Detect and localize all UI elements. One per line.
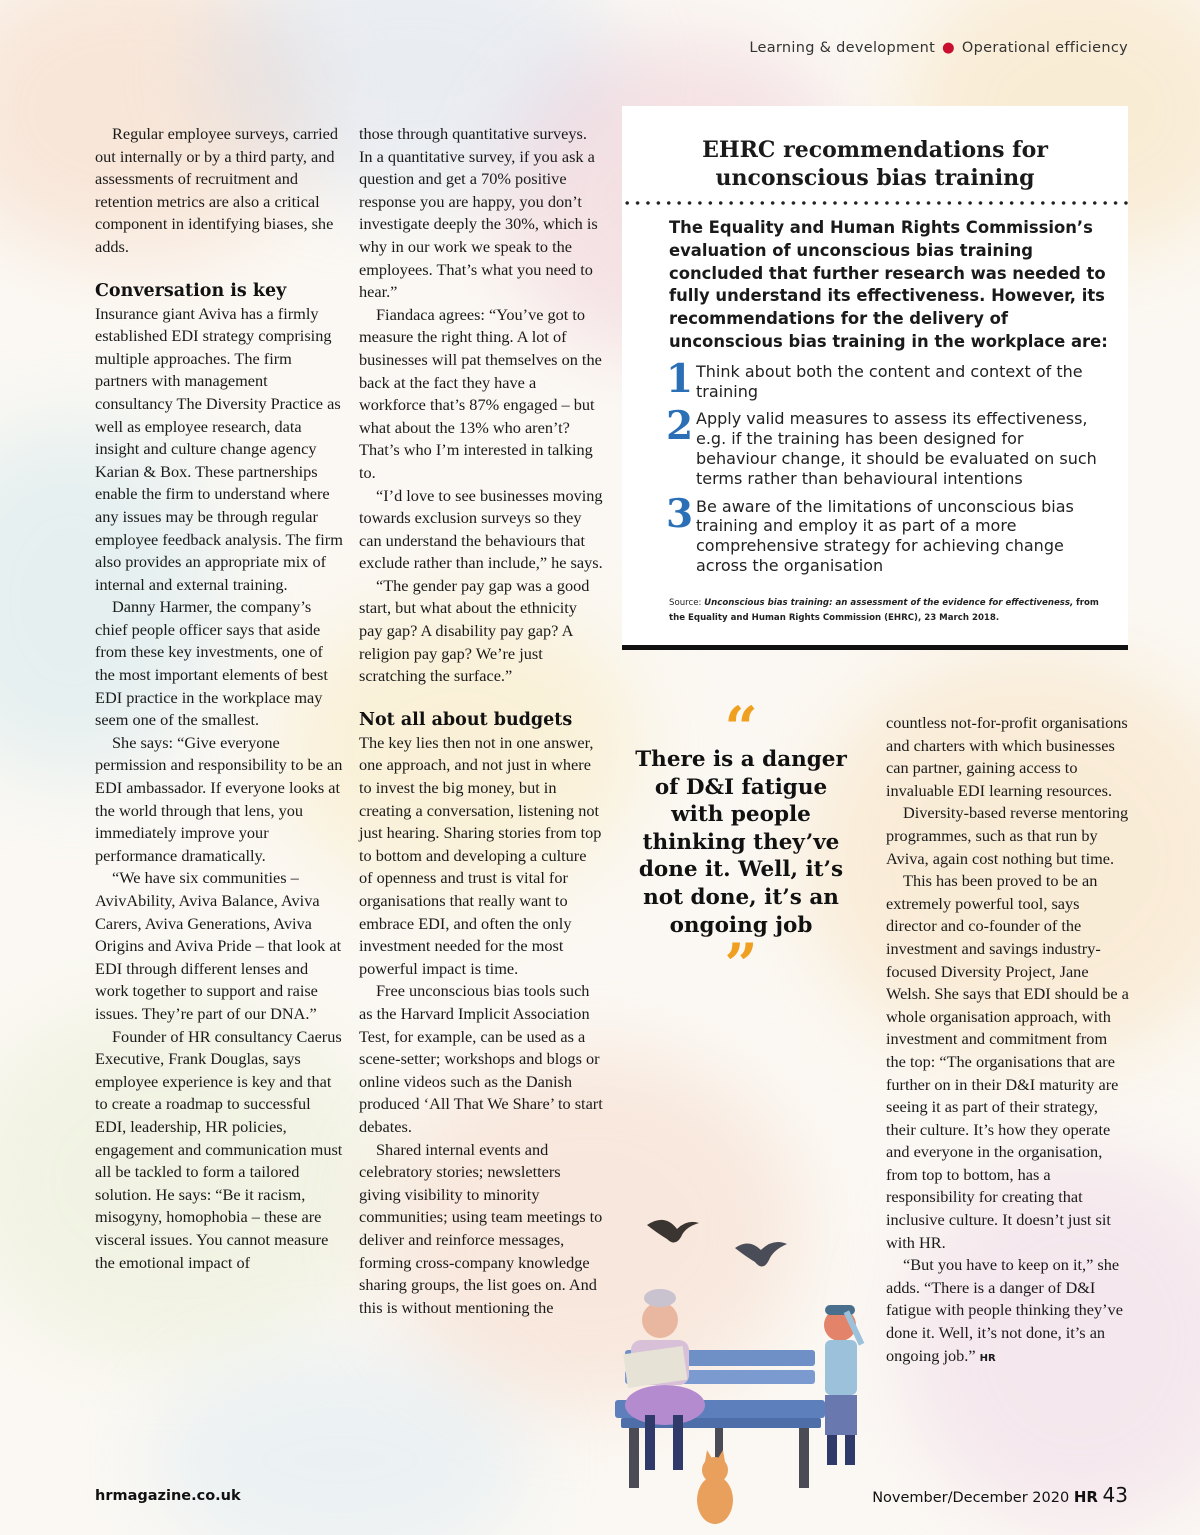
bird-icon xyxy=(647,1220,699,1243)
box-intro: The Equality and Human Rights Commission’s evaluation of unconscious bias training concluded that further research was needed to fully understand its effectiveness. However, its recommendations for the delivery of unconscious bias training in the workplace are: xyxy=(669,218,1108,351)
paragraph: Founder of HR consultancy Caerus Executive, Frank Douglas, says employee experience is key and that to create a roadmap to successful EDI, leadership, HR policies, engagement and communication must all be tackled to form a tailored solution. He says: “Be it racism, misogyny, homophobia – these are visceral issues. You cannot measure the emotional impact of xyxy=(95,1026,343,1272)
recommendation-number: 2 xyxy=(666,403,694,450)
paragraph: This has been proved to be an extremely powerful tool, says director and co-founder of the investment and savings industry-focused Diversity Project, Jane Welsh. She says that EDI should be a whole organisation approach, with investment and commitment from the top: “The organisations that are further on in their D&I maturity are seeing it as part of their strategy, their culture. It’s how they operate and everyone in the organisation, from top to bottom, has a responsibility for creating that inclusive culture. It doesn’t just sit with HR. xyxy=(886,871,1129,1252)
dotted-divider xyxy=(622,199,1128,207)
pull-quote xyxy=(635,694,847,1000)
pull-quote-text: There is a danger of D&I fatigue with people thinking they’ve done it. Well, it’s not done, it’s an ongoing job xyxy=(635,747,847,938)
recommendation-item xyxy=(666,490,1106,576)
box-title: EHRC recommendations for unconscious bias training xyxy=(702,137,1048,191)
recommendation-text: Think about both the content and context of the training xyxy=(696,361,1083,401)
section-label: Learning & development xyxy=(749,40,936,56)
paragraph: “We have six communities – AvivAbility, Aviva Balance, Aviva Carers, Aviva Generations, Aviva Origins and Aviva Pride – that look at EDI through different lenses and work together to support and raise issues. They’re part of our DNA.” xyxy=(95,868,342,1023)
source-rest: from the Equality and Human Rights Commission (EHRC), 23 March 2018. xyxy=(669,597,1099,623)
closing-paragraph-text: “But you have to keep on it,” she adds. “There is a danger of D&I fatigue with people thinking they’ve done it. Well, it’s not done, it’s an ongoing job.” xyxy=(886,1255,1123,1365)
paragraph xyxy=(886,1254,1131,1370)
paragraph: “I’d love to see businesses moving towards exclusion surveys so they can understand the behaviours that exclude rather than include,” he says. xyxy=(359,485,603,573)
source-note xyxy=(669,596,1112,626)
paragraph: Fiandaca agrees: “You’ve got to measure the right thing. A lot of businesses will pat themselves on the back at the fact they have a workforce that’s 87% engaged – but what about the 13% who aren’t? That’s who I’m interested in talking to. xyxy=(359,304,602,482)
recommendation-number: 3 xyxy=(666,490,694,537)
paragraph: countless not-for-profit organisations and charters with which businesses can partner, gaining access to invaluable EDI learning resources. xyxy=(886,713,1128,800)
recommendation-number: 1 xyxy=(666,355,694,402)
recommendation-item xyxy=(666,403,1106,488)
site-url: hrmagazine.co.uk xyxy=(95,1488,241,1504)
paragraph: She says: “Give everyone permission and responsibility to be an EDI ambassador. If everyone looks at the world through that lens, you immediately improve your performance dramatically. xyxy=(95,732,343,865)
recommendation-text: Be aware of the limitations of unconscious bias training and employ it as part of a more comprehensive strategy for achieving change across the organisation xyxy=(696,496,1074,575)
article-column-2 xyxy=(359,123,604,1319)
recommendation-item xyxy=(666,355,1106,402)
separator-dot: ● xyxy=(942,40,955,56)
article-column-3 xyxy=(886,712,1131,1370)
open-quote-icon: “ xyxy=(724,694,758,762)
bench-illustration xyxy=(585,1200,885,1535)
subheading: Conversation is key xyxy=(95,280,287,301)
close-quote-icon: ” xyxy=(724,931,758,1000)
recommendation-text: Apply valid measures to assess its effectiveness, e.g. if the training has been designed for behaviour change, it should be evaluated on such terms rather than behavioural intentions xyxy=(696,409,1097,488)
paragraph: those through quantitative surveys. In a quantitative survey, if you ask a question and get a 70% positive response you are happy, you don’t investigate deeply the 30%, which is why in our work we speak to the employees. That’s what you need to hear.” xyxy=(359,124,598,302)
running-head xyxy=(749,40,1128,56)
source-title: Unconscious bias training: an assessment of the evidence for effectiveness, xyxy=(704,597,1074,608)
paragraph: Insurance giant Aviva has a firmly established EDI strategy comprising multiple approaches. The firm partners with management consultancy The Diversity Practice as well as employee research, data insight and culture change agency Karian & Box. These partnerships enable the firm to understand where any issues may be through regular employee feedback analysis. The firm also provides an appropriate mix of internal and external training. xyxy=(95,303,343,594)
paragraph: Danny Harmer, the company’s chief people officer says that aside from these key investments, one of the most important elements of best EDI practice in the workplace may seem one of the smallest. xyxy=(95,597,328,730)
article-column-1 xyxy=(95,123,345,1274)
issue-date: November/December 2020 xyxy=(872,1490,1070,1506)
bird-icon xyxy=(735,1242,787,1267)
folio xyxy=(872,1483,1128,1507)
cat-figure xyxy=(697,1450,733,1524)
subsection-label: Operational efficiency xyxy=(961,40,1128,56)
paragraph: The key lies then not in one answer, one approach, and not just in where to invest the big money, but in creating a conversation, listening not just hearing. Sharing stories from top to bottom and developing a culture of openness and trust is vital for organisations that really want to embrace EDI, and often the only investment needed for the most powerful impact is time. xyxy=(359,732,602,978)
paragraph: Shared internal events and celebratory stories; newsletters giving visibility to minority communities; using team meetings to deliver and reinforce messages, forming cross-company knowledge sharing groups, the list goes on. And this is without mentioning the xyxy=(359,1139,603,1317)
page-number: 43 xyxy=(1102,1483,1128,1507)
paragraph: Regular employee surveys, carried out internally or by a third party, and assessments of recruitment and retention metrics are also a critical component in identifying biases, she adds. xyxy=(95,124,339,256)
source-label: Source: xyxy=(669,597,702,608)
paragraph: “The gender pay gap was a good start, but what about the ethnicity pay gap? A disability pay gap? A religion pay gap? We’re just scratching the surface.” xyxy=(359,575,590,686)
paragraph: Diversity-based reverse mentoring programmes, such as that run by Aviva, again cost nothing but time. xyxy=(886,803,1129,868)
magazine-brand: HR xyxy=(1073,1488,1098,1506)
subheading: Not all about budgets xyxy=(359,709,573,730)
hr-sign-off: HR xyxy=(979,1352,996,1364)
recommendation-list xyxy=(622,355,1128,576)
paragraph: Free unconscious bias tools such as the Harvard Implicit Association Test, for example, can be used as a scene-setter; workshops and blogs or online videos such as the Danish produced ‘All That We Share’ to start debates. xyxy=(359,981,603,1136)
ehrc-recommendations-box xyxy=(622,106,1128,650)
boy-pointing-figure xyxy=(824,1305,864,1465)
